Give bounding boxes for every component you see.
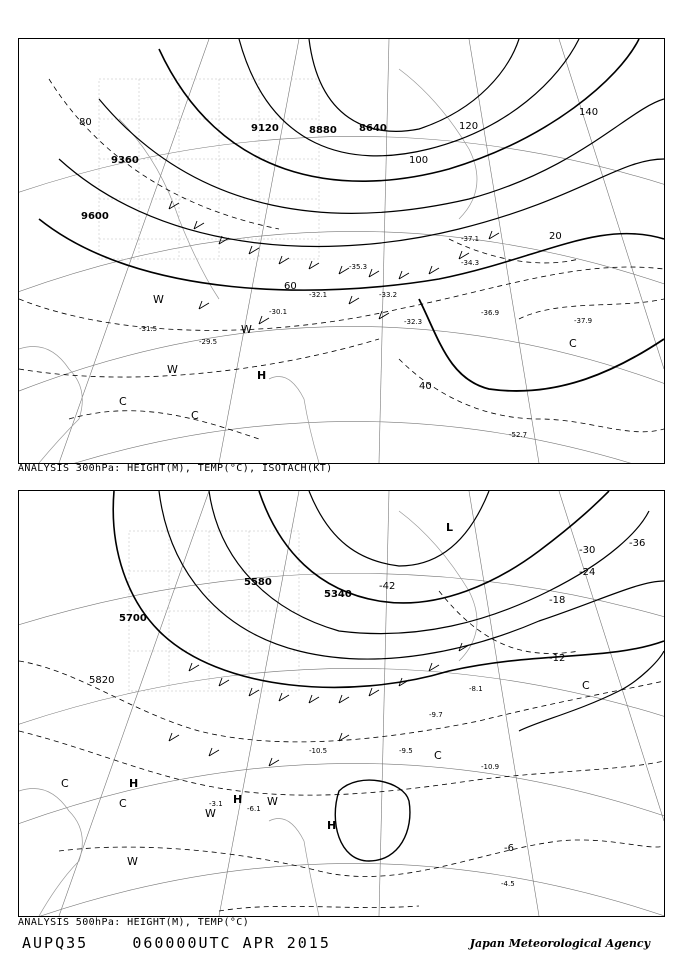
temp-value: -31.5 xyxy=(139,325,158,333)
cold-marker: C xyxy=(191,409,199,422)
latlon-grid xyxy=(19,39,664,463)
wind-barbs xyxy=(169,201,499,324)
height-label-9360: 9360 xyxy=(111,155,139,166)
warm-marker: W xyxy=(205,807,216,820)
isotach-label-100: 100 xyxy=(409,155,429,166)
low-pressure-marker: L xyxy=(446,521,454,534)
temp-contour-label: -6 xyxy=(504,843,514,854)
height-label-5700: 5700 xyxy=(119,613,147,624)
cold-marker: C xyxy=(61,777,69,790)
warm-marker: W xyxy=(153,293,164,306)
temp-value: -10.5 xyxy=(309,747,328,755)
isotach-label-60: 60 xyxy=(284,281,297,292)
temp-value: -30.1 xyxy=(269,308,288,316)
height-label-8640: 8640 xyxy=(359,123,387,134)
high-pressure-marker: H xyxy=(327,819,337,832)
temp-value: -29.5 xyxy=(199,338,218,346)
bulletin-header xyxy=(22,934,331,952)
high-pressure-marker: H xyxy=(257,369,267,382)
temp-contour-label: -12 xyxy=(549,653,566,664)
high-pressure-marker: H xyxy=(129,777,139,790)
warm-marker: W xyxy=(241,323,252,336)
temp-value: -37.1 xyxy=(461,235,480,243)
high-pressure-marker: H xyxy=(233,793,243,806)
temp-value: -9.7 xyxy=(429,711,443,719)
temp-value: -33.2 xyxy=(379,291,398,299)
coastline xyxy=(19,511,477,916)
cold-marker: C xyxy=(569,337,577,350)
height-label-9600: 9600 xyxy=(81,211,109,222)
agency-name: Japan Meteorological Agency xyxy=(469,937,650,950)
temperature-contours xyxy=(19,591,664,911)
temp-value: -35.3 xyxy=(349,263,368,271)
warm-marker: W xyxy=(167,363,178,376)
bulletin-datetime: 060000UTC APR 2015 xyxy=(132,934,331,952)
temp-contour-label: -36 xyxy=(629,538,646,549)
latlon-grid xyxy=(19,491,664,916)
isotach-label-120: 120 xyxy=(459,121,479,132)
map-300hpa xyxy=(19,39,664,463)
cold-marker: C xyxy=(119,395,127,408)
isotach-label-40: 40 xyxy=(419,381,432,392)
cold-marker: C xyxy=(434,749,442,762)
coastline xyxy=(19,69,480,463)
temp-value: -32.3 xyxy=(404,318,423,326)
chart-panel-500hpa xyxy=(18,490,665,917)
temp-value: -37.9 xyxy=(574,317,593,325)
height-label-5580: 5580 xyxy=(244,577,272,588)
isotach-label-80: 80 xyxy=(79,117,92,128)
height-label-8880: 8880 xyxy=(309,125,337,136)
height-label-5820: 5820 xyxy=(89,675,115,686)
temp-value: -34.3 xyxy=(461,259,480,267)
temp-value: -52.7 xyxy=(509,431,528,439)
bulletin-code: AUPQ35 xyxy=(22,934,89,952)
isotach-label-20: 20 xyxy=(549,231,562,242)
height-label-5340: 5340 xyxy=(324,589,352,600)
chart-panel-300hpa xyxy=(18,38,665,464)
temp-value: -10.9 xyxy=(481,763,500,771)
cold-marker: C xyxy=(119,797,127,810)
cold-marker: C xyxy=(582,679,590,692)
height-label-9120: 9120 xyxy=(251,123,279,134)
caption-500hpa: ANALYSIS 500hPa: HEIGHT(M), TEMP(°C) xyxy=(18,917,250,928)
temp-value: -6.1 xyxy=(247,805,261,813)
temp-value: -3.1 xyxy=(209,800,223,808)
temp-contour-label: -18 xyxy=(549,595,566,606)
temp-contour-label: -24 xyxy=(579,567,596,578)
isotach-label-140: 140 xyxy=(579,107,599,118)
temp-contour-label: -30 xyxy=(579,545,596,556)
temp-value: -9.5 xyxy=(399,747,413,755)
temp-value: -36.9 xyxy=(481,309,500,317)
temp-value: -32.1 xyxy=(309,291,328,299)
warm-marker: W xyxy=(127,855,138,868)
temp-value: -4.5 xyxy=(501,880,515,888)
map-500hpa xyxy=(19,491,664,916)
temp-value: -8.1 xyxy=(469,685,483,693)
temp-contour-label: -42 xyxy=(379,581,396,592)
caption-300hpa: ANALYSIS 300hPa: HEIGHT(M), TEMP(°C), ISOTACH(KT) xyxy=(18,463,333,474)
warm-marker: W xyxy=(267,795,278,808)
